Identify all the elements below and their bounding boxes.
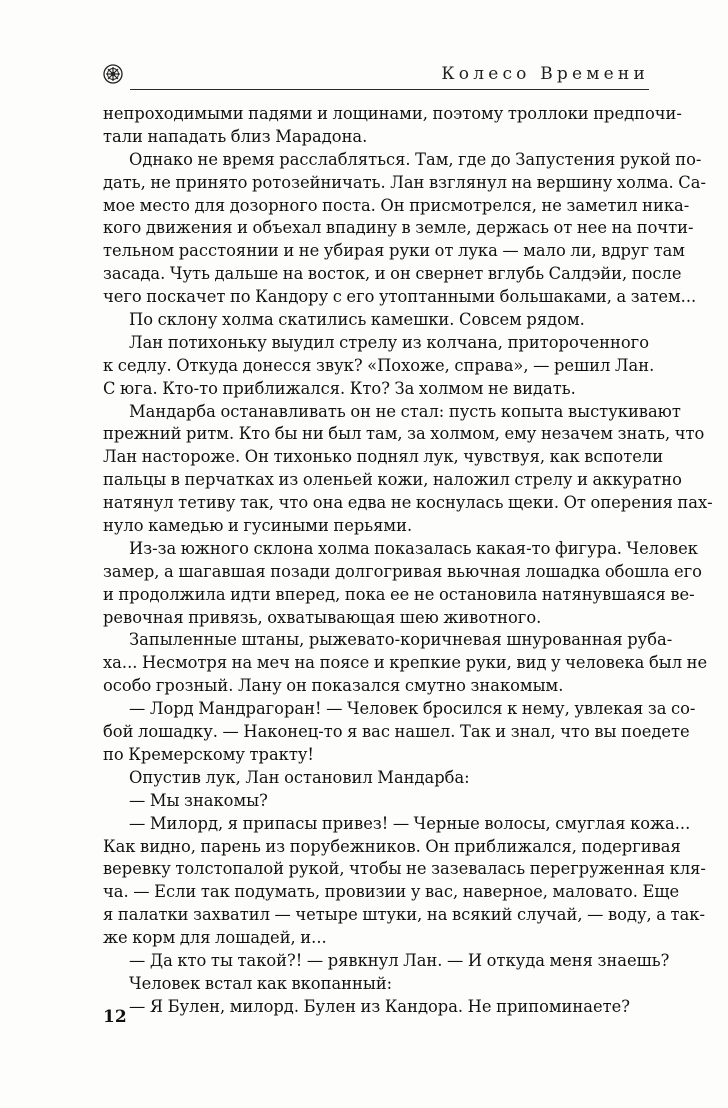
header-rule [130,89,649,90]
text-line: прежний ритм. Кто бы ни был там, за холмом, ему незачем знать, что [103,424,705,444]
text-line: Человек встал как вкопанный: [129,973,393,993]
text-line: пальцы в перчатках из оленьей кожи, наложил стрелу и аккуратно [103,470,682,490]
text-line: тельном расстоянии и не убирая руки от лука — мало ли, вдруг там [103,241,685,261]
text-line: по Кремерскому тракту! [103,744,314,764]
text-line: я палатки захватил — четыре штуки, на всякий случай, — воду, а так- [103,905,705,925]
text-line: — Милорд, я припасы привез! — Черные волосы, смуглая кожа... [129,813,691,833]
text-line: — Да кто ты такой?! — рявкнул Лан. — И откуда меня знаешь? [129,950,670,970]
text-line: Запыленные штаны, рыжевато-коричневая шнурованная руба- [129,630,673,650]
text-line: Мандарба останавливать он не стал: пусть копыта выстукивают [129,401,681,421]
text-line: кого движения и объехал впадину в земле, держась от нее на почти- [103,218,694,238]
text-line: и продолжила идти вперед, пока ее не остановила натянувшаяся ве- [103,584,695,604]
text-line: чего поскачет по Кандору с его утоптанными большаками, а затем... [103,287,697,307]
text-line: бой лошадку. — Наконец-то я вас нашел. Так и знал, что вы поедете [103,722,690,742]
running-header [103,62,649,90]
text-line: к седлу. Откуда донесся звук? «Похоже, справа», — решил Лан. [103,355,655,375]
body-text [103,103,713,1019]
text-line: — Мы знакомы? [129,790,268,810]
text-line: Как видно, парень из порубежников. Он приближался, подергивая [103,836,681,856]
text-line: — Я Булен, милорд. Булен из Кандора. Не припоминаете? [129,996,630,1016]
text-line: дать, не принято ротозейничать. Лан взглянул на вершину холма. Са- [103,172,706,192]
text-line: нуло камедью и гусиными перьями. [103,516,413,536]
text-line: засада. Чуть дальше на восток, и он свернет вглубь Салдэйи, после [103,264,682,284]
text-line: замер, а шагавшая позади долгогривая вьючная лошадка обошла его [103,561,702,581]
text-line: тали нападать близ Марадона. [103,126,368,146]
text-line: По склону холма скатились камешки. Совсем рядом. [129,310,585,330]
text-line: непроходимыми падями и лощинами, поэтому троллоки предпочи- [103,104,682,123]
text-line: ча. — Если так подумать, провизии у вас, наверное, маловато. Еще [103,882,680,902]
text-line: ха... Несмотря на меч на поясе и крепкие руки, вид у человека был не [103,653,708,673]
text-line: С юга. Кто-то приближался. Кто? За холмом не видать. [103,378,576,398]
text-line: Лан потихоньку выудил стрелу из колчана, притороченного [129,332,649,352]
text-line: Лан настороже. Он тихонько поднял лук, чувствуя, как вспотели [103,447,664,467]
wheel-emblem-icon [103,64,123,84]
text-line: особо грозный. Лану он показался смутно знакомым. [103,676,564,696]
text-line: мое место для дозорного поста. Он присмотрелся, не заметил ника- [103,195,690,215]
text-line: Однако не время расслабляться. Там, где до Запустения рукой по- [129,149,702,169]
text-line: натянул тетиву так, что она едва не коснулась щеки. От оперения пах- [103,493,713,513]
page-number: 12 [103,1007,127,1027]
text-line: Из-за южного склона холма показалась какая-то фигура. Человек [129,538,698,558]
text-line: веревку толстопалой рукой, чтобы не зазевалась перегруженная кля- [103,859,706,879]
text-line: же корм для лошадей, и... [103,928,327,948]
text-line: Опустив лук, Лан остановил Мандарба: [129,767,470,787]
text-line: ревочная привязь, охватывающая шею животного. [103,607,542,627]
running-title: Колесо Времени [441,64,649,84]
text-line: — Лорд Мандрагоран! — Человек бросился к нему, увлекая за со- [129,699,696,719]
